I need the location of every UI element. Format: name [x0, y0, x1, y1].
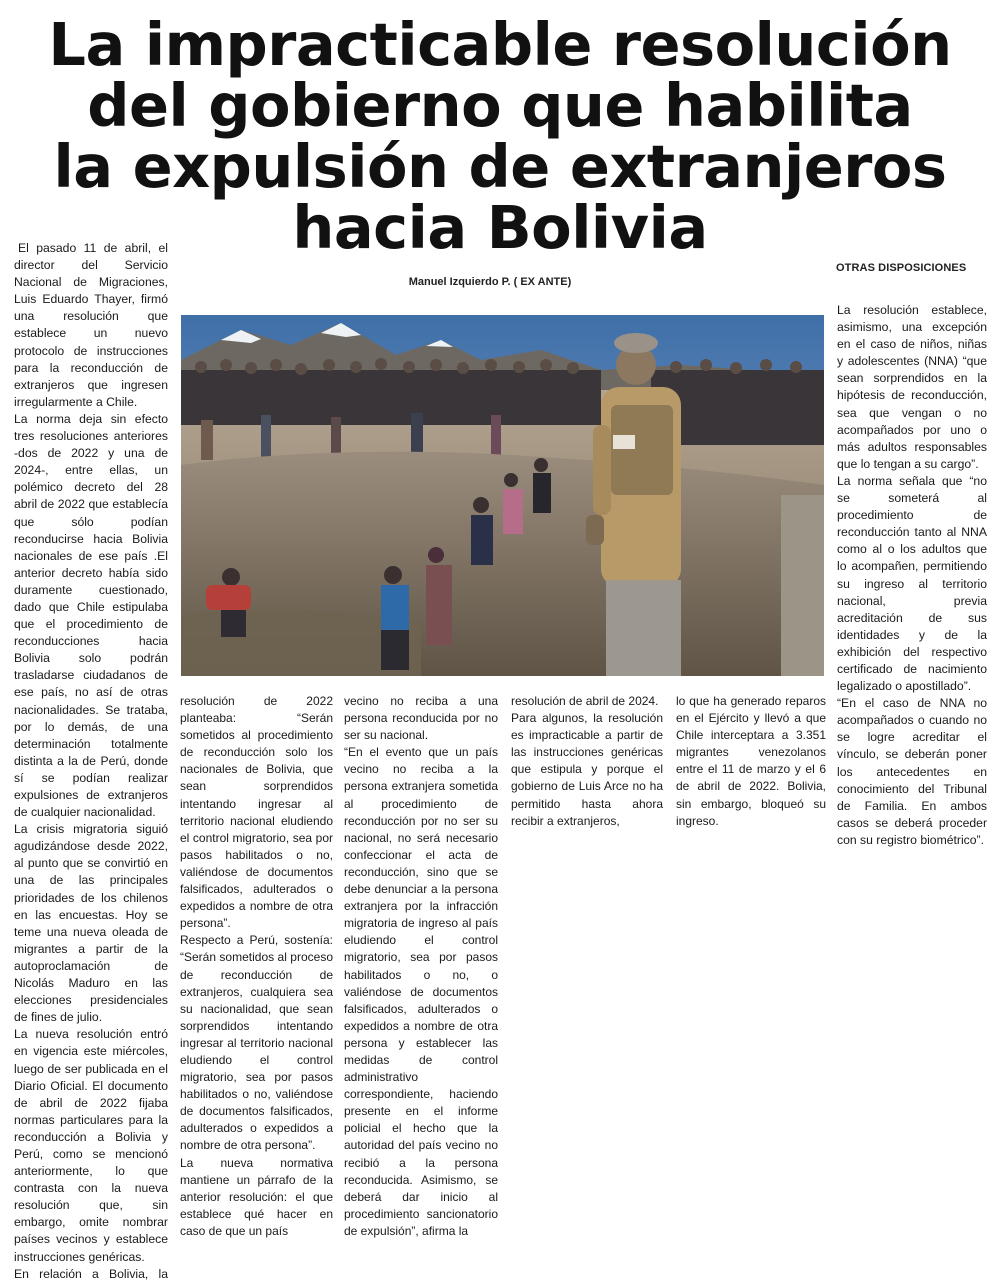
paragraph: “En el caso de NNA no acompañados o cuando no se logre acreditar el vínculo, se deberán poner los antecedentes en conocimiento del Tribunal de Familia. En ambos casos se deberá proceder con su registro biométrico”.: [837, 696, 987, 847]
headline-line: hacia Bolivia: [292, 193, 708, 262]
paragraph: La resolución establece, asimismo, una excepción en el caso de niños, niñas y adolescentes (NNA) “que sean sorprendidos en la hipótesis de reconducción, sea que vengan o no acompañados por uno o más adultos responsables que lo tengan a su cargo”.: [837, 303, 987, 471]
paragraph: La norma deja sin efecto tres resoluciones anteriores -dos de 2022 y una de 2024-, entre ellas, un polémico decreto del 28 abril de 2022 que establecía que sólo podían reconducirse hacia Bolivia nacionales de ese país .El anterior decreto había sido duramente cuestionado, dado que Chile estipulaba que el procedimiento de reconducciones hacia Bolivia solo podrán trasladarse ciudadanos de ese país, no así de otras nacionalidades. Se trataba, por lo demás, de una determinación totalmente distinta a la de Perú, donde sí se podían realizar expulsiones de extranjeros de cualquier nacionalidad.: [14, 411, 168, 820]
article-column-1: [14, 240, 168, 1283]
paragraph: lo que ha generado reparos en el Ejército y llevó a que Chile interceptara a 3.351 migrantes venezolanos entre el 11 de marzo y el 6 de abril de 2022. Bolivia, sin embargo, bloqueó su ingreso.: [676, 694, 826, 828]
headline: [0, 10, 1000, 262]
headline-line: la expulsión de extranjeros: [53, 132, 947, 201]
section-label: OTRAS DISPOSICIONES: [836, 262, 967, 274]
article-column-3: [344, 693, 498, 1240]
paragraph: Para algunos, la resolución es impracticable a partir de las instrucciones genéricas que estipula y porque el gobierno de Luis Arce no ha permitido hasta ahora recibir a extranjeros,: [511, 711, 663, 828]
byline: Manuel Izquierdo P. ( EX ANTE): [408, 276, 572, 288]
article-column-4: [511, 693, 663, 830]
paragraph: En relación a Bolivia, la: [14, 1266, 168, 1281]
article-column-2: [180, 693, 333, 1240]
paragraph: vecino no reciba a una persona reconducida por no ser su nacional.: [344, 694, 498, 743]
paragraph: La nueva resolución entró en vigencia este miércoles, luego de ser publicada en el Diario Oficial. El documento de abril de 2022 fijaba normas particulares para la reconducción a Bolivia y Perú, como se mencionó anteriormente, lo que contrasta con la nueva resolución que, sin embargo, omite nombrar países vecinos y establece instrucciones genéricas.: [14, 1027, 168, 1264]
headline-line: La impracticable resolución: [48, 10, 952, 79]
article-column-5: [676, 693, 826, 830]
article-column-6: [837, 302, 987, 849]
news-photo: [181, 315, 824, 676]
paragraph: resolución de abril de 2024.: [511, 694, 659, 708]
headline-line: del gobierno que habilita: [87, 71, 913, 140]
paragraph: El pasado 11 de abril, el director del Servicio Nacional de Migraciones, Luis Eduardo Thayer, firmó una resolución que establece un nuevo protocolo de instrucciones para la reconducción de extranjeros que ingresen irregularmente a Chile.: [14, 241, 168, 409]
paragraph: La nueva normativa mantiene un párrafo de la anterior resolución: el que establece qué hacer en caso de que un país: [180, 1155, 333, 1238]
paragraph: resolución de 2022 planteaba: “Serán sometidos al procedimiento de reconducción solo los nacionales de Bolivia, que sean sorprendidos intentando ingresar al territorio nacional eludiendo el control migratorio, sea por pasos habilitados o no, valiéndose de documentos falsificados, adulterados o expedidos a nombre de otra persona”.: [180, 694, 333, 931]
paragraph: Respecto a Perú, sostenía: “Serán sometidos al proceso de reconducción de extranjeros, cualquiera sea su nacionalidad, que sean sorprendidos intentando ingresar al territorio nacional eludiendo el control migratorio, sea por pasos habilitados o no, valiéndose de documentos falsificados, adulterados o expedidos a nombre de otra persona”.: [180, 933, 333, 1153]
paragraph: “En el evento que un país vecino no reciba a la persona extranjera sometida al procedimiento de reconducción por no ser su nacional, no será necesario confeccionar el acta de reconducción, sino que se debe denunciar a la persona extranjera por la infracción migratoria de ingreso al país eludiendo el control migratorio, sea por pasos habilitados o no, o valiéndose de documentos falsificados, adulterados o expedidos a nombre de otra persona y establecer las medidas de control administrativo correspondiente, haciendo presente en el informe policial el hecho que la autoridad del país vecino no recibió a la persona reconducida. Asimismo, se deberá dar inicio al procedimiento sancionatorio de expulsión”, afirma la: [344, 745, 498, 1238]
paragraph: La norma señala que “no se someterá al procedimiento de reconducción tanto al NNA como al o los adultos que lo acompañen, permitiendo su ingreso al territorio nacional, previa acreditación de sus identidades y de la exhibición del respectivo certificado de nacimiento legalizado o apostillado”.: [837, 473, 987, 694]
paragraph: La crisis migratoria siguió agudizándose desde 2022, al punto que se convirtió en una de las principales prioridades de los chilenos en las encuestas. Hoy se teme una nueva oleada de migrantes a partir de la autoproclamación de Nicolás Maduro en las elecciones presidenciales de fines de julio.: [14, 822, 168, 1025]
